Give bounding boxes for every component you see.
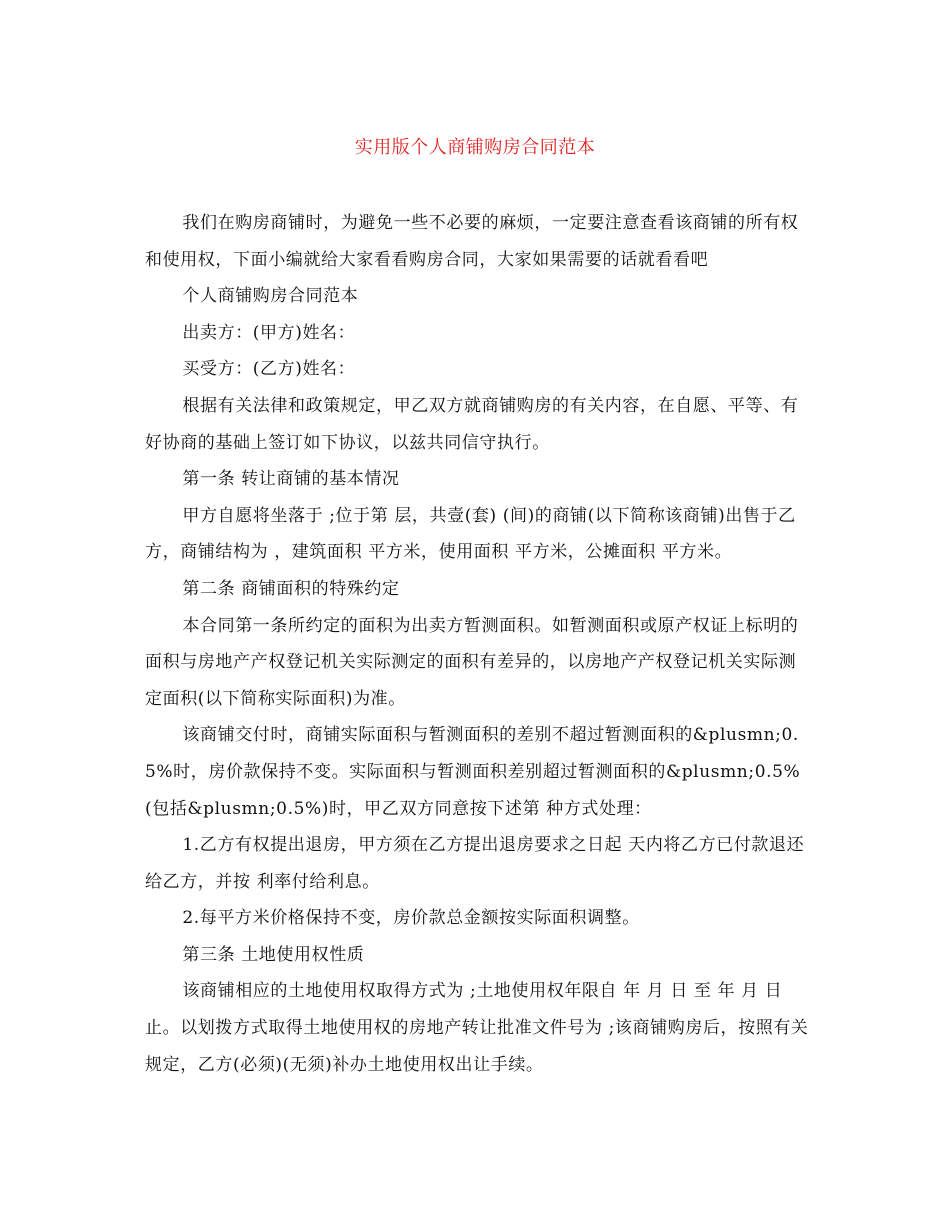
article-2-heading: 第二条 商铺面积的特殊约定: [182, 578, 400, 599]
article-1-heading: 第一条 转让商铺的基本情况: [182, 469, 400, 490]
article-2-body-1: 本合同第一条所约定的面积为出卖方暂测面积。如暂测面积或原产权证上标明的面积与房地产产权登记机关实际测定的面积有差异的，以房地产产权登记机关实际测定面积(以下简称实际面积)为准。: [145, 615, 799, 709]
article-3-heading: 第三条 土地使用权性质: [182, 944, 365, 965]
document-title: 实用版个人商铺购房合同范本: [354, 137, 596, 158]
paragraph-buyer: 买受方：(乙方)姓名：: [182, 359, 356, 380]
article-2-option-1: 1.乙方有权提出退房，甲方须在乙方提出退房要求之日起 天内将乙方已付款退还给乙方，并按 利率付给利息。: [145, 835, 805, 892]
article-3-body: 该商铺相应的土地使用权取得方式为 ;土地使用权年限自 年 月 日 至 年 月 日止。以划拨方式取得土地使用权的房地产转让批准文件号为 ;该商铺购房后，按照有关规定，乙方(必须)(无须)补办土地使用权出让手续。: [145, 981, 809, 1075]
paragraph-subtitle: 个人商铺购房合同范本: [182, 286, 359, 307]
document-body: [145, 205, 810, 1083]
article-2-body-2: 该商铺交付时，商铺实际面积与暂测面积的差别不超过暂测面积的&plusmn;0.5%时，房价款保持不变。实际面积与暂测面积差别超过暂测面积的&plusmn;0.5%(包括&plusmn;0.5%)时，甲乙双方同意按下述第 种方式处理：: [145, 725, 801, 819]
article-2-option-2: 2.每平方米价格保持不变，房价款总金额按实际面积调整。: [182, 908, 640, 929]
paragraph-intro: 我们在购房商铺时，为避免一些不必要的麻烦，一定要注意查看该商铺的所有权和使用权，下面小编就给大家看看购房合同，大家如果需要的话就看看吧: [145, 213, 799, 270]
paragraph-seller: 出卖方：(甲方)姓名：: [182, 322, 356, 343]
article-1-body: 甲方自愿将坐落于 ;位于第 层，共壹(套) (间)的商铺(以下简称该商铺)出售于乙方，商铺结构为 ，建筑面积 平方米，使用面积 平方米，公摊面积 平方米。: [145, 505, 796, 563]
paragraph-preamble: 根据有关法律和政策规定，甲乙双方就商铺购房的有关内容，在自愿、平等、有好协商的基础上签订如下协议，以兹共同信守执行。: [145, 395, 799, 453]
